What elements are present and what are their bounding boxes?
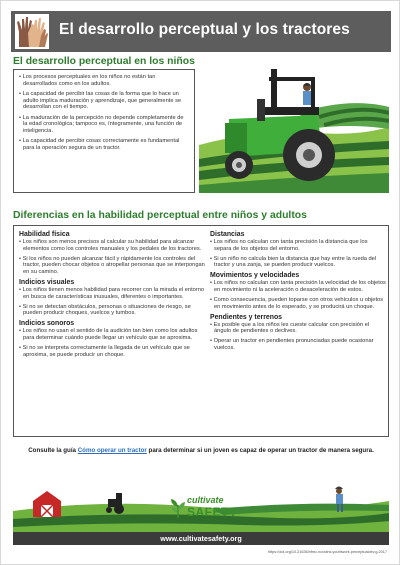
tractor-illustration	[199, 67, 389, 193]
list-item: • Si no se detectan obstáculos, personas o situaciones de riesgo, se pueden producir choques, vuelcos y tumbos.	[19, 304, 207, 317]
list-item: • Los niños tienen menos habilidad para recorrer con la mirada el entorno en busca de características inusuales, diferentes o importantes.	[19, 287, 207, 300]
leaf-icon	[169, 497, 187, 519]
logo-line-1: cultivate	[187, 495, 224, 505]
list-item: • Si un niño no calcula bien la distancia que hay entre la rueda del tractor y una zanja, se pueden producir vuelcos.	[210, 256, 386, 269]
guide-note	[13, 447, 389, 454]
list-item: • Es posible que a los niños les cueste calcular con precisión el ángulo de pendientes o declives.	[210, 322, 386, 335]
list-item: • Operar un tractor en pendientes pronunciadas puede ocasionar vuelcos.	[210, 338, 386, 351]
page-title: El desarrollo perceptual y los tractores	[59, 21, 350, 38]
heading-slopes-terrain: Pendientes y terrenos	[210, 313, 282, 321]
heading-sound-cues: Indicios sonoros	[19, 320, 75, 328]
barn-icon	[33, 491, 61, 517]
header-banner	[11, 11, 391, 52]
list-item: • La capacidad de percibir cosas correctamente es fundamental para la operación segura de un tractor.	[19, 138, 189, 151]
guide-text-before: Consulte la guía	[28, 447, 78, 454]
list-item: • Los niños no calculan con tanta precisión la distancia que los separa de los objetos del entorno.	[210, 239, 386, 252]
list-item: • Los procesos perceptuales en los niños no están tan desarrollados como en los adultos.	[19, 74, 189, 87]
section-title-differences: Diferencias en la habilidad perceptual entre niños y adultos	[13, 210, 307, 221]
tractor-guide-link[interactable]: Cómo operar un tractor	[77, 447, 147, 454]
guide-text-after: para determinar si un joven es capaz de operar un tractor de manera segura.	[146, 447, 374, 454]
list-item: • Si los niños no pueden alcanzar fácil y rápidamente los controles del tractor, pueden chocar objetos o atropellar personas que se interpongan en su camino.	[19, 256, 207, 276]
list-item: • La capacidad de percibir las cosas de la forma que lo hace un adulto implica maduración y aprendizaje, que generalmente se desarrollan con el tiempo.	[19, 91, 189, 111]
website-url[interactable]: www.cultivatesafety.org	[160, 534, 242, 543]
left-column	[19, 229, 207, 362]
list-item: • Como consecuencia, pueden toparse con otros vehículos u objetos en movimiento antes de lo esperado, y se producirá un choque.	[210, 297, 386, 310]
doi-reference: https://doi.org/10.21636/nfmc.nccrahs.youthwork.perceptualdev.g.2017	[267, 550, 387, 554]
list-item: • Los niños no usan el sentido de la audición tan bien como los adultos para determinar cuándo puede llegar un vehículo que se aproxima.	[19, 328, 207, 341]
heading-visual-cues: Indicios visuales	[19, 278, 75, 286]
right-column	[210, 229, 386, 355]
cultivate-safety-logo	[169, 495, 259, 525]
differences-box	[13, 225, 389, 437]
logo-line-2: SAFETY	[187, 505, 238, 519]
list-item: • Los niños son menos precisos al calcular su habilidad para alcanzar elementos como los controles manuales y los pedales de los tractores.	[19, 239, 207, 252]
section-title-perceptual-development: El desarrollo perceptual en los niños	[13, 56, 195, 67]
perceptual-development-box	[13, 69, 195, 193]
heading-movement-speed: Movimientos y velocidades	[210, 272, 300, 280]
raised-hands-icon	[15, 14, 49, 49]
list-item: • La maduración de la percepción no depende completamente de la edad cronológica; tampoco es, íntegramente, una función de inteligencia.	[19, 115, 189, 135]
heading-distances: Distancias	[210, 231, 245, 238]
heading-physical-ability: Habilidad física	[19, 231, 70, 238]
footer-bar	[13, 532, 389, 545]
small-tractor-icon	[106, 493, 124, 514]
list-item: • Los niños no calculan con tanta precisión la velocidad de los objetos en movimiento ni la aceleración o desaceleración de estos.	[210, 280, 386, 293]
list-item: • Si no se interpreta correctamente la llegada de un vehículo que se aproxima, se puede producir un choque.	[19, 345, 207, 358]
